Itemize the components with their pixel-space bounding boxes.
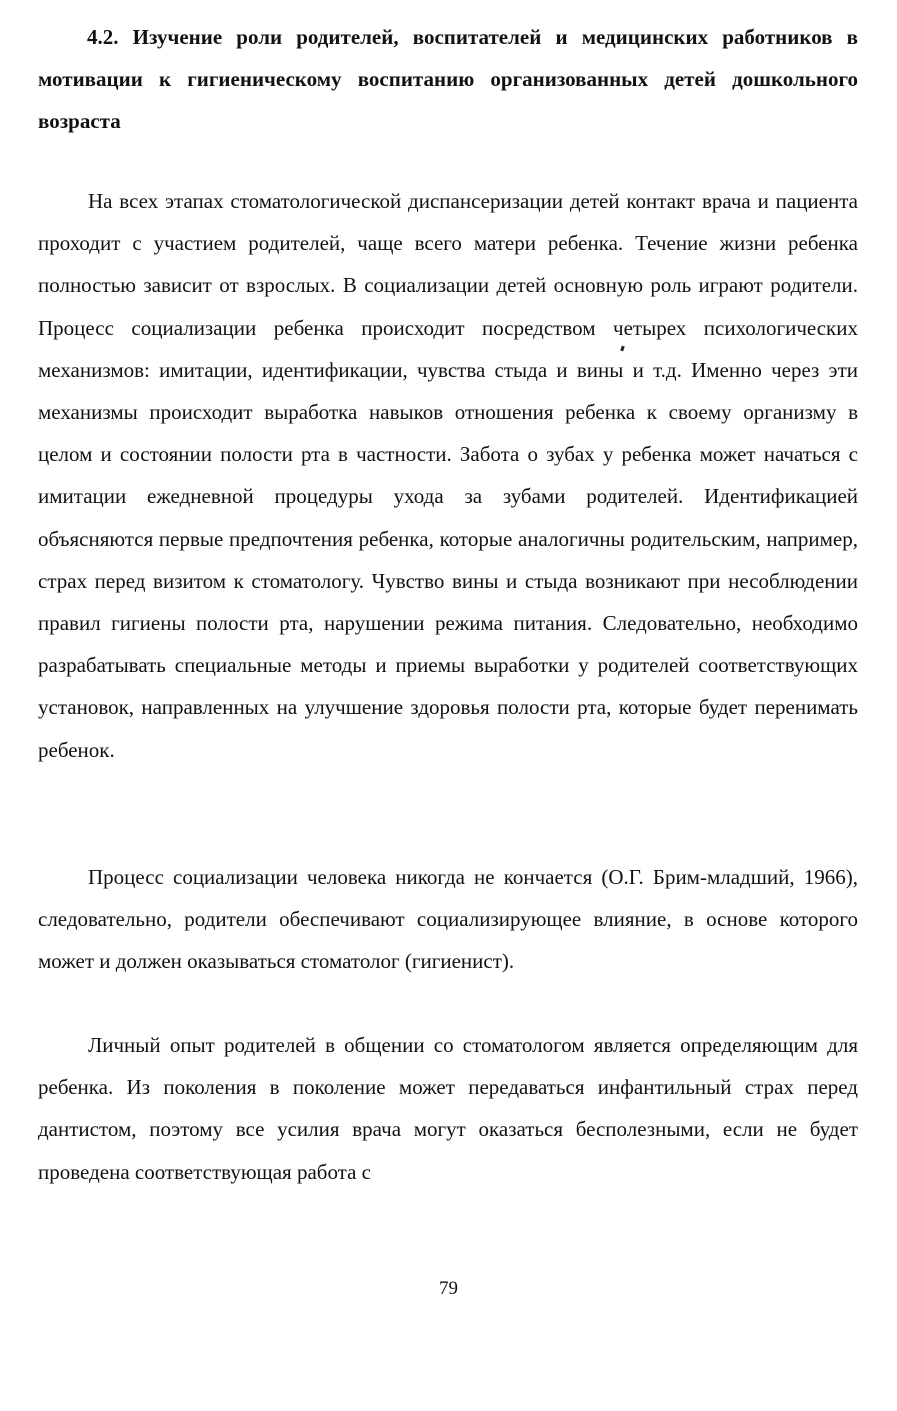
section-title: Изучение роли родителей, воспитателей и медицинских работников в мотивации к гигиеническому воспитанию организованных детей дошкольного возраста bbox=[38, 25, 858, 133]
paragraph-3: Личный опыт родителей в общении со стоматологом является определяющим для ребенка. Из поколения в поколение может передаваться инфантильный страх перед дантистом, поэтому все усилия врача могут оказаться бесполезными, если не будет проведена соответствующая работа с bbox=[38, 1033, 858, 1184]
section-number: 4.2. bbox=[87, 25, 119, 49]
page-number: 79 bbox=[439, 1278, 458, 1299]
paragraph-2: Процесс социализации человека никогда не кончается (О.Г. Брим-младший, 1966), следовательно, родители обеспечивают социализирующее влияние, в основе которого может и должен оказываться стоматолог (гигиенист). bbox=[38, 865, 858, 974]
section-heading bbox=[38, 16, 858, 142]
paragraph-1: На всех этапах стоматологической диспансеризации детей контакт врача и пациента проходит с участием родителей, чаще всего матери ребенка. Течение жизни ребенка полностью зависит от взрослых. В социализации детей основную роль играют родители. Процесс социализации ребенка происходит посредством четырех психологических механизмов: имитации, идентификации, чувства стыда и вины и т.д. Именно через эти механизмы происходит выработка навыков отношения ребенка к своему организму в целом и состоянии полости рта в частности. Забота о зубах у ребенка может начаться с имитации ежедневной процедуры ухода за зубами родителей. Идентификацией объясняются первые предпочтения ребенка, которые аналогичны родительским, например, страх перед визитом к стоматологу. Чувство вины и стыда возникают при несоблюдении правил гигиены полости рта, нарушении режима питания. Следовательно, необходимо разрабатывать специальные методы и приемы выработки у родителей соответствующих установок, направленных на улучшение здоровья полости рта, которые будет перенимать ребенок. bbox=[38, 189, 858, 762]
